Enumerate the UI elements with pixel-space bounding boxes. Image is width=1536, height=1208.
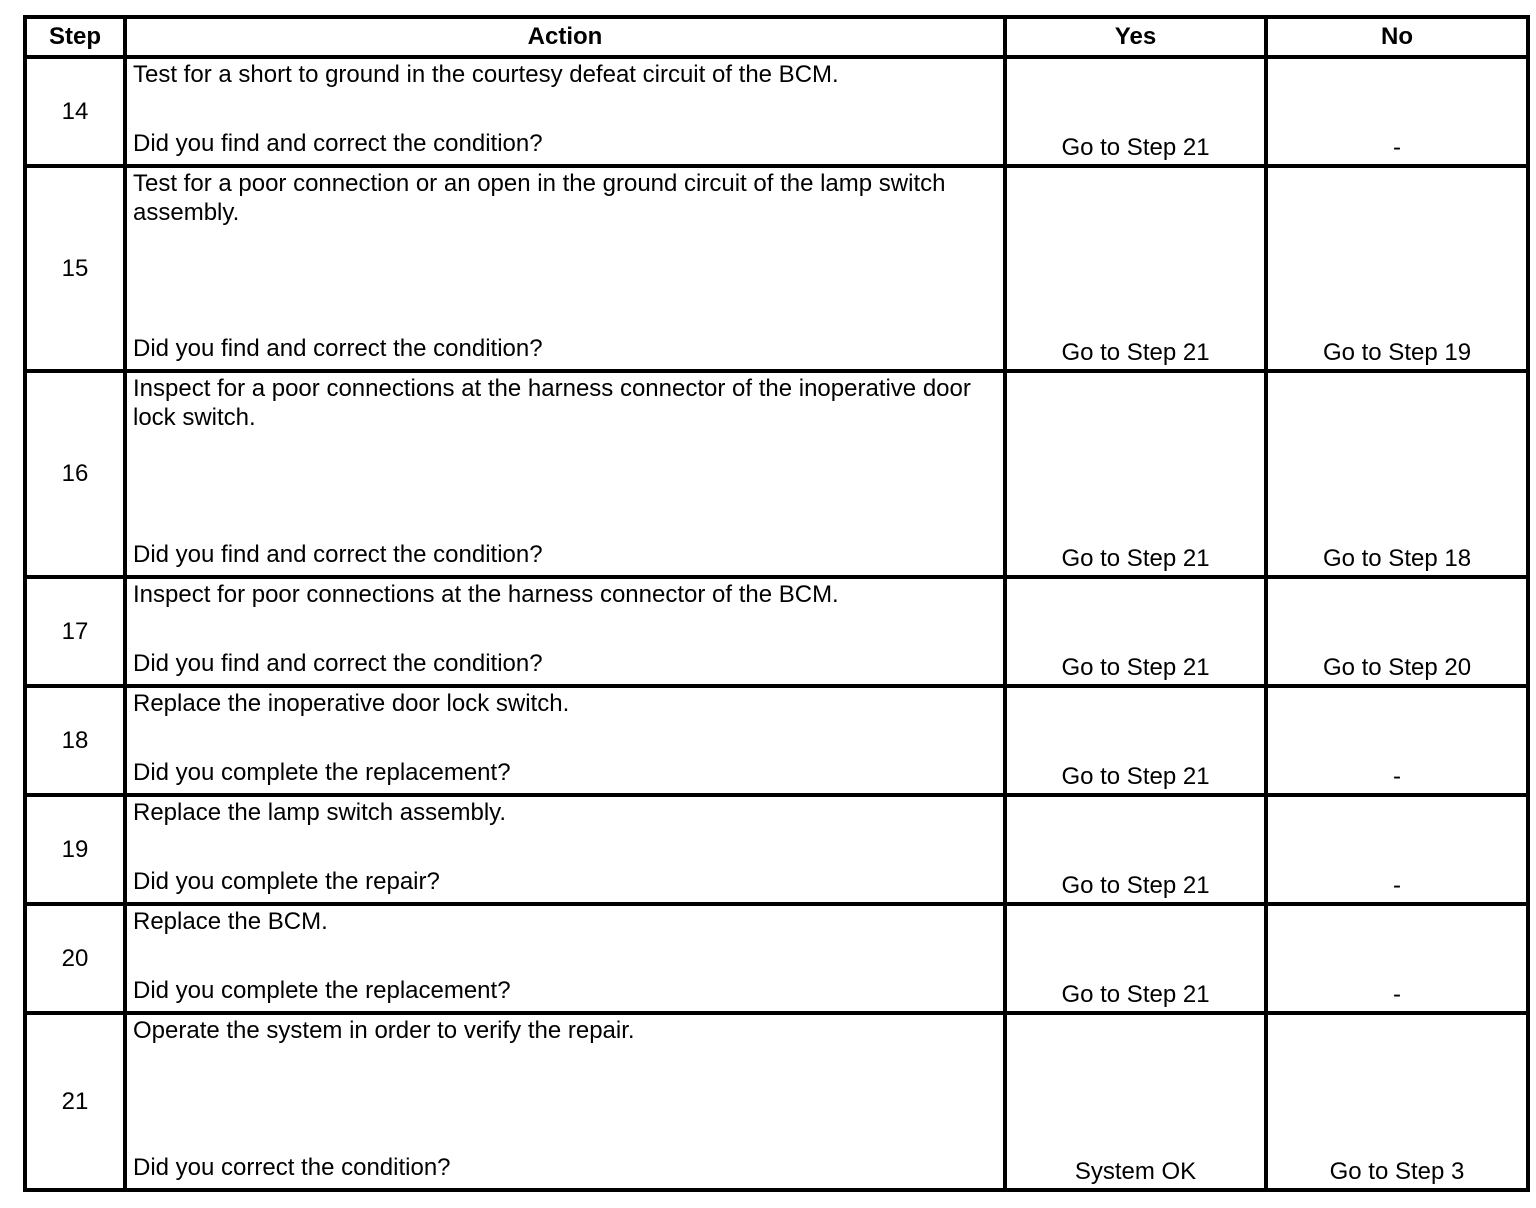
table-row: [25, 795, 1528, 904]
step-number: 14: [25, 57, 125, 166]
action-cell: [125, 57, 1005, 166]
action-text: Test for a poor connection or an open in the ground circuit of the lamp switch assembly.: [133, 170, 946, 226]
yes-result-text: Go to Step 21: [1061, 134, 1210, 161]
no-result-text: Go to Step 18: [1322, 545, 1472, 572]
step-number: 19: [25, 795, 125, 904]
step-number: 21: [25, 1013, 125, 1190]
header-action: Action: [125, 17, 1005, 57]
yes-result-text: Go to Step 21: [1061, 763, 1210, 790]
action-text: Inspect for poor connections at the harness connector of the BCM.: [133, 581, 839, 608]
no-result-text: -: [1393, 981, 1401, 1008]
action-question: Did you find and correct the condition?: [133, 541, 543, 568]
yes-result-text: Go to Step 21: [1061, 872, 1210, 899]
no-result: [1266, 371, 1528, 577]
no-result: [1266, 904, 1528, 1013]
no-result-text: Go to Step 3: [1329, 1158, 1465, 1185]
no-result-text: -: [1393, 134, 1401, 161]
action-question: Did you correct the condition?: [133, 1154, 451, 1181]
no-result: [1266, 686, 1528, 795]
yes-result-text: Go to Step 21: [1061, 339, 1210, 366]
table-row: [25, 1013, 1528, 1190]
action-text: Inspect for a poor connections at the harness connector of the inoperative door lock switch.: [133, 375, 971, 431]
table-row: [25, 686, 1528, 795]
table-row: [25, 904, 1528, 1013]
diagnostic-steps-table: [23, 15, 1530, 1192]
no-result: [1266, 795, 1528, 904]
action-question: Did you find and correct the condition?: [133, 650, 543, 677]
header-yes: Yes: [1005, 17, 1266, 57]
no-result: [1266, 166, 1528, 371]
yes-result: [1005, 904, 1266, 1013]
yes-result: [1005, 795, 1266, 904]
no-result: [1266, 1013, 1528, 1190]
no-result: [1266, 57, 1528, 166]
action-cell: [125, 686, 1005, 795]
header-no: No: [1266, 17, 1528, 57]
step-number: 17: [25, 577, 125, 686]
step-number: 16: [25, 371, 125, 577]
header-step: Step: [25, 17, 125, 57]
no-result: [1266, 577, 1528, 686]
table-row: [25, 577, 1528, 686]
table-row: [25, 371, 1528, 577]
yes-result: [1005, 577, 1266, 686]
table-row: [25, 166, 1528, 371]
yes-result: [1005, 57, 1266, 166]
yes-result: [1005, 686, 1266, 795]
action-question: Did you complete the repair?: [133, 868, 440, 895]
yes-result-text: Go to Step 21: [1061, 981, 1210, 1008]
action-question: Did you complete the replacement?: [133, 759, 511, 786]
action-text: Operate the system in order to verify the repair.: [133, 1017, 635, 1044]
header-row: [25, 17, 1528, 57]
yes-result: [1005, 166, 1266, 371]
table-row: [25, 57, 1528, 166]
yes-result: [1005, 1013, 1266, 1190]
action-cell: [125, 166, 1005, 371]
yes-result-text: Go to Step 21: [1061, 654, 1210, 681]
action-cell: [125, 904, 1005, 1013]
action-question: Did you find and correct the condition?: [133, 335, 543, 362]
yes-result-text: Go to Step 21: [1061, 545, 1210, 572]
action-text: Replace the inoperative door lock switch.: [133, 690, 570, 717]
no-result-text: -: [1393, 872, 1401, 899]
action-question: Did you complete the replacement?: [133, 977, 511, 1004]
action-text: Test for a short to ground in the courtesy defeat circuit of the BCM.: [133, 61, 839, 88]
no-result-text: -: [1393, 763, 1401, 790]
no-result-text: Go to Step 20: [1322, 654, 1472, 681]
yes-result-text: System OK: [1074, 1158, 1197, 1185]
action-question: Did you find and correct the condition?: [133, 130, 543, 157]
action-cell: [125, 795, 1005, 904]
action-text: Replace the BCM.: [133, 908, 328, 935]
step-number: 15: [25, 166, 125, 371]
step-number: 18: [25, 686, 125, 795]
action-cell: [125, 1013, 1005, 1190]
action-cell: [125, 371, 1005, 577]
no-result-text: Go to Step 19: [1322, 339, 1472, 366]
action-text: Replace the lamp switch assembly.: [133, 799, 507, 826]
action-cell: [125, 577, 1005, 686]
step-number: 20: [25, 904, 125, 1013]
yes-result: [1005, 371, 1266, 577]
